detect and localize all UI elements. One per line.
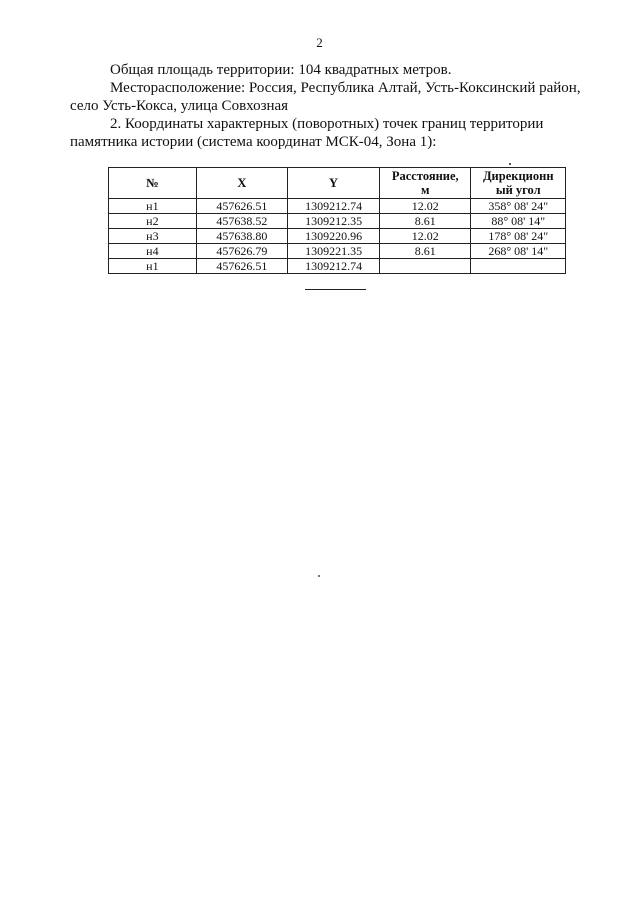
table-row — [109, 244, 566, 259]
cell-angle: 178° 08' 24" — [471, 229, 566, 244]
coords-paragraph-line1: 2. Координаты характерных (поворотных) точек границ территории — [110, 116, 544, 132]
coords-paragraph-line2: памятника истории (система координат МСК-04, Зона 1): — [70, 134, 437, 150]
cell-number: н1 — [109, 199, 197, 214]
cell-angle — [471, 259, 566, 274]
cell-number: н2 — [109, 214, 197, 229]
location-paragraph-line2: село Усть-Кокса, улица Совхозная — [70, 98, 289, 114]
table-row — [109, 259, 566, 274]
cell-y: 1309221.35 — [288, 244, 380, 259]
header-y: Y — [288, 168, 380, 199]
cell-number: н1 — [109, 259, 197, 274]
cell-angle: 88° 08' 14" — [471, 214, 566, 229]
cell-y: 1309212.74 — [288, 199, 380, 214]
header-angle — [471, 168, 566, 199]
cell-x: 457638.52 — [196, 214, 287, 229]
cell-distance: 8.61 — [380, 244, 471, 259]
cell-number: н4 — [109, 244, 197, 259]
cell-angle: 268° 08' 14" — [471, 244, 566, 259]
scan-dot — [318, 575, 320, 577]
cell-x: 457626.79 — [196, 244, 287, 259]
header-distance-line2: м — [421, 183, 430, 197]
cell-angle: 358° 08' 24" — [471, 199, 566, 214]
coordinates-table — [108, 167, 566, 274]
cell-x: 457626.51 — [196, 259, 287, 274]
header-angle-line1: Дирекционн — [482, 169, 554, 183]
page-number: 2 — [316, 35, 323, 50]
document-body — [70, 61, 605, 151]
table-header-row — [109, 168, 566, 199]
table-row — [109, 214, 566, 229]
header-distance-line1: Расстояние, — [391, 169, 459, 183]
header-angle-line2: ый угол — [495, 183, 541, 197]
cell-number: н3 — [109, 229, 197, 244]
cell-y: 1309220.96 — [288, 229, 380, 244]
table-row — [109, 229, 566, 244]
cell-distance — [380, 259, 471, 274]
location-paragraph-line1: Месторасположение: Россия, Республика Алтай, Усть-Коксинский район, — [110, 80, 581, 96]
cell-distance: 8.61 — [380, 214, 471, 229]
cell-x: 457638.80 — [196, 229, 287, 244]
end-of-text-rule — [305, 289, 366, 290]
cell-distance: 12.02 — [380, 199, 471, 214]
scan-dot — [509, 163, 511, 165]
cell-x: 457626.51 — [196, 199, 287, 214]
header-x: X — [196, 168, 287, 199]
cell-distance: 12.02 — [380, 229, 471, 244]
cell-y: 1309212.35 — [288, 214, 380, 229]
header-number: № — [109, 168, 197, 199]
cell-y: 1309212.74 — [288, 259, 380, 274]
table-row — [109, 199, 566, 214]
header-distance — [380, 168, 471, 199]
area-paragraph: Общая площадь территории: 104 квадратных метров. — [110, 62, 452, 78]
